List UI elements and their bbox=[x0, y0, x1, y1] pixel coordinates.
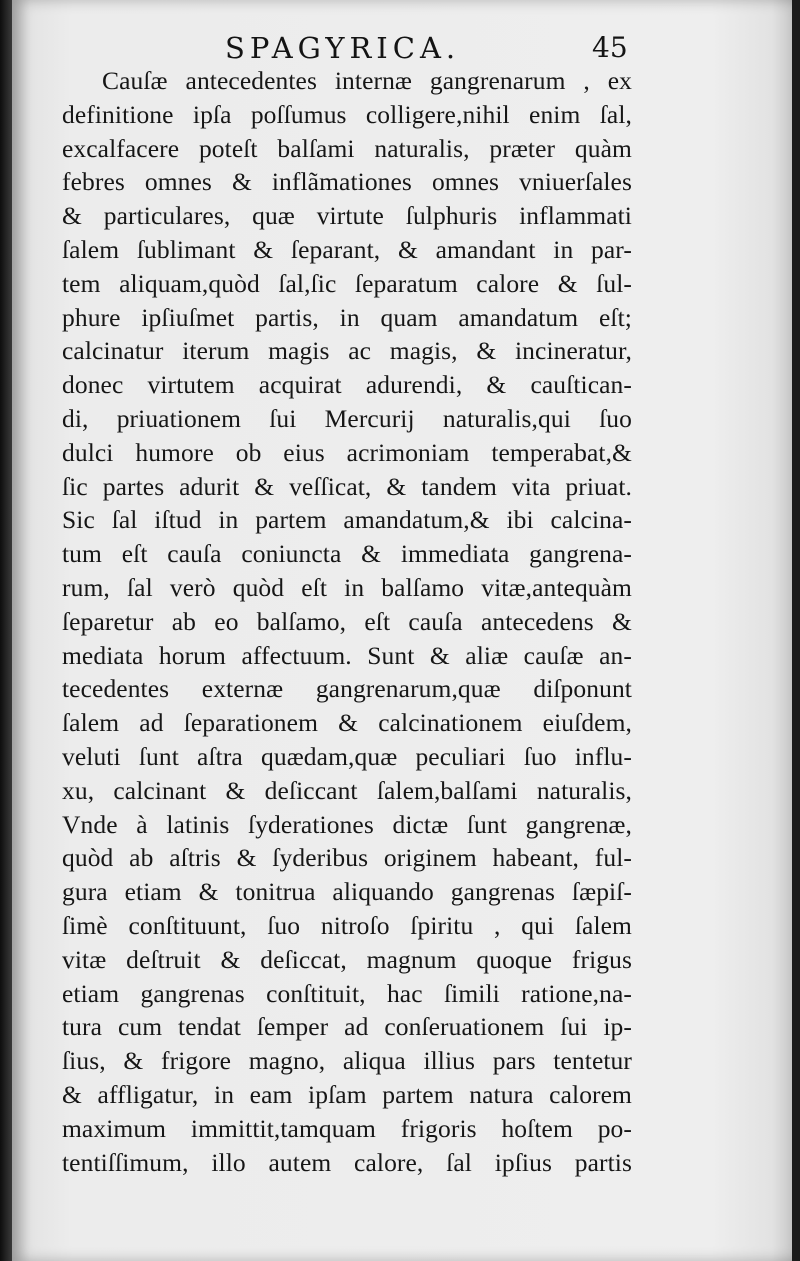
text-line: calcinatur iterum magis ac magis, & incineratur, bbox=[62, 336, 632, 366]
text-line: & particulares, quæ virtute ſulphuris inflammati bbox=[62, 201, 632, 231]
text-line: ſimè conſtituunt, ſuo nitroſo ſpiritu , qui ſalem bbox=[62, 910, 632, 940]
text-line: tem aliquam,quòd ſal,ſic ſeparatum calore & ſul- bbox=[62, 268, 632, 298]
text-line: maximum immittit,tamquam frigoris hoſtem po- bbox=[62, 1113, 632, 1143]
text-line: dulci humore ob eius acrimoniam temperabat,& bbox=[62, 437, 632, 467]
body-text bbox=[62, 64, 632, 1179]
text-line: Sic ſal iſtud in partem amandatum,& ibi calcina- bbox=[62, 505, 632, 535]
page-header bbox=[0, 28, 800, 68]
text-line: ſalem ſublimant & ſeparant, & amandant in par- bbox=[62, 234, 632, 264]
book-gutter bbox=[0, 0, 12, 1261]
text-line: tentiſſimum, illo autem calore, ſal ipſius partis bbox=[62, 1147, 632, 1177]
text-line: rum, ſal verò quòd eſt in balſamo vitæ,antequàm bbox=[62, 572, 632, 602]
text-line: ſic partes adurit & veſſicat, & tandem vita priuat. bbox=[62, 471, 632, 501]
text-line: di, priuationem ſui Mercurij naturalis,qui ſuo bbox=[62, 403, 632, 433]
text-line: gura etiam & tonitrua aliquando gangrenas ſæpiſ- bbox=[62, 877, 632, 907]
text-line: tura cum tendat ſemper ad conſeruationem ſui ip- bbox=[62, 1012, 632, 1042]
text-line: mediata horum affectuum. Sunt & aliæ cauſæ an- bbox=[62, 640, 632, 670]
text-line: Cauſæ antecedentes internæ gangrenarum , ex bbox=[102, 66, 632, 95]
text-line: tecedentes externæ gangrenarum,quæ diſponunt bbox=[62, 674, 632, 704]
text-line: donec virtutem acquirat adurendi, & cauſtican- bbox=[62, 370, 632, 400]
text-line: & affligatur, in eam ipſam partem natura calorem bbox=[62, 1079, 632, 1109]
text-line: definitione ipſa poſſumus colligere,nihil enim ſal, bbox=[62, 99, 632, 129]
text-line: veluti ſunt aſtra quædam,quæ peculiari ſuo influ- bbox=[62, 741, 632, 771]
text-line: phure ipſiuſmet partis, in quam amandatum eſt; bbox=[62, 302, 632, 332]
text-line: ſeparetur ab eo balſamo, eſt cauſa antecedens & bbox=[62, 606, 632, 636]
text-line: febres omnes & inflãmationes omnes vniuerſales bbox=[62, 167, 632, 197]
running-title: SPAGYRICA. bbox=[225, 31, 461, 65]
text-line: vitæ deſtruit & deſiccat, magnum quoque frigus bbox=[62, 944, 632, 974]
text-line: ſius, & frigore magno, aliqua illius pars tentetur bbox=[62, 1046, 632, 1076]
text-line: tum eſt cauſa coniuncta & immediata gangrena- bbox=[62, 539, 632, 569]
text-line: etiam gangrenas conſtituit, hac ſimili ratione,na- bbox=[62, 978, 632, 1008]
page-number: 45 bbox=[592, 31, 628, 64]
text-line: Vnde à latinis ſyderationes dictæ ſunt gangrenæ, bbox=[62, 809, 632, 839]
text-line: xu, calcinant & deſiccant ſalem,balſami naturalis, bbox=[62, 775, 632, 805]
text-line: ſalem ad ſeparationem & calcinationem eiuſdem, bbox=[62, 708, 632, 738]
text-line: quòd ab aſtris & ſyderibus originem habeant, ful- bbox=[62, 843, 632, 873]
text-line: excalfacere poteſt balſami naturalis, præter quàm bbox=[62, 133, 632, 163]
